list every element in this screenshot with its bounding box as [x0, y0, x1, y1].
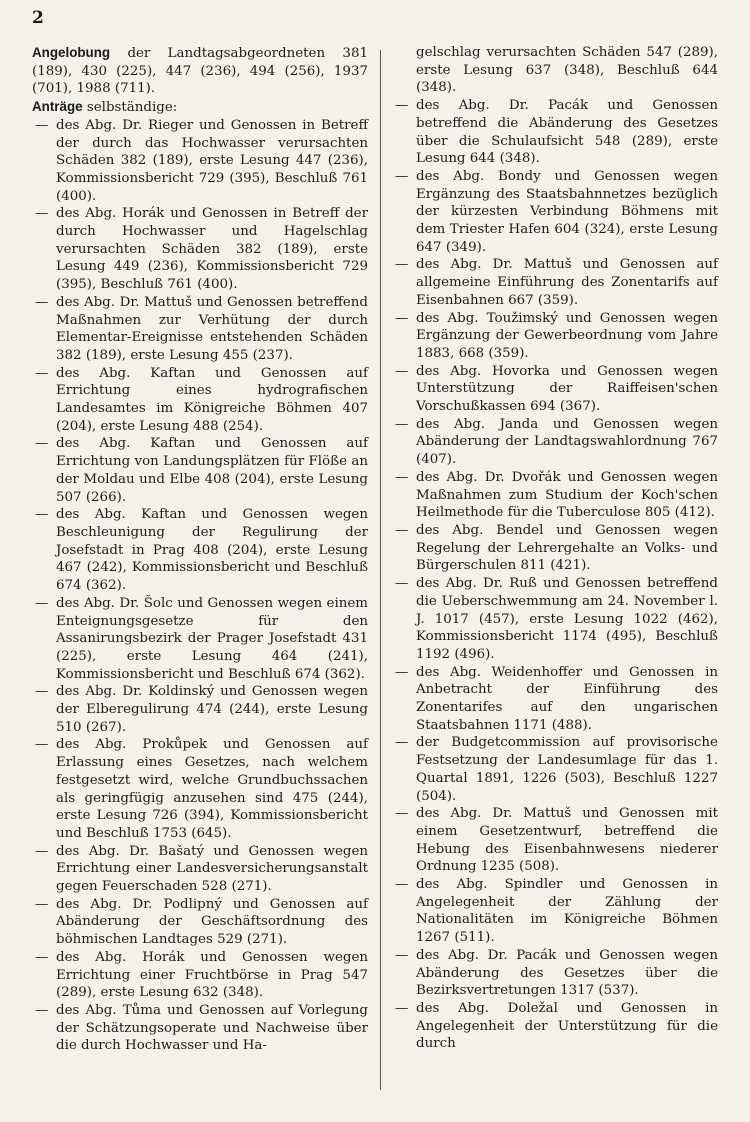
index-entry: — des Abg. Dr. Mattuš und Genossen betreffend Maßnahmen zur Verhütung der durch Elementar-Ereignisse entstehenden Schäden 382 (189), erste Lesung 455 (237). [32, 294, 368, 365]
index-entry: — des Abg. Horák und Genossen wegen Errichtung einer Fruchtbörse in Prag 547 (289), erste Lesung 632 (348). [32, 949, 368, 1002]
index-heading-antraege [32, 98, 368, 117]
column-divider [380, 50, 381, 1090]
index-entry: — des Abg. Kaftan und Genossen wegen Beschleunigung der Regulirung der Josefstadt in Prag 408 (204), erste Lesung 467 (242), Kommissionsbericht und Beschluß 674 (362). [32, 506, 368, 595]
index-entry: — des Abg. Spindler und Genossen in Angelegenheit der Zählung der Nationalitäten im Königreiche Böhmen 1267 (511). [392, 876, 718, 947]
heading-label: Anträge [32, 99, 83, 115]
continued-entry: gelschlag verursachten Schäden 547 (289), erste Lesung 637 (348), Beschluß 644 (348). [416, 45, 718, 96]
index-entry: — der Budgetcommission auf provisorische Festsetzung der Landesumlage für das 1. Quartal 1891, 1226 (503), Beschluß 1227 (504). [392, 734, 718, 805]
index-entry: — des Abg. Hovorka und Genossen wegen Unterstützung der Raiffeisen'schen Vorschußkassen 694 (367). [392, 363, 718, 416]
index-entry: — des Abg. Dr. Podlipný und Genossen auf Abänderung der Geschäftsordnung des böhmischen Landtages 529 (271). [32, 896, 368, 949]
index-entry: — des Abg. Dr. Pacák und Genossen wegen Abänderung des Gesetzes über die Bezirksvertretungen 1317 (537). [392, 947, 718, 1000]
index-entry: — des Abg. Toužimský und Genossen wegen Ergänzung der Gewerbeordnung vom Jahre 1883, 668 (359). [392, 310, 718, 363]
index-entry: — des Abg. Tůma und Genossen auf Vorlegung der Schätzungsoperate und Nachweise über die durch Hochwasser und Ha- [32, 1002, 368, 1055]
index-entry: — des Abg. Dr. Pacák und Genossen betreffend die Abänderung des Gesetzes über die Schulaufsicht 548 (289), erste Lesung 644 (348). [392, 97, 718, 168]
heading-text: selbständige: [86, 100, 178, 116]
index-entry: — des Abg. Dr. Bašatý und Genossen wegen Errichtung einer Landesversicherungsanstalt gegen Feuerschaden 528 (271). [32, 843, 368, 896]
page-number: 2 [32, 8, 44, 28]
index-entry: — des Abg. Prokůpek und Genossen auf Erlassung eines Gesetzes, nach welchem festgesetzt wird, welche Grundbuchssachen als geringfügig anzusehen sind 475 (244), erste Lesung 726 (394), Kommissionsbericht und Beschluß 1753 (645). [32, 736, 368, 842]
index-entry: — des Abg. Dr. Mattuš und Genossen auf allgemeine Einführung des Zonentarifs auf Eisenbahnen 667 (359). [392, 256, 718, 309]
index-entry: — des Abg. Bondy und Genossen wegen Ergänzung des Staatsbahnnetzes bezüglich der kürzesten Verbindung Böhmens mit dem Triester Hafen 604 (324), erste Lesung 647 (349). [392, 168, 718, 257]
index-entry: — des Abg. Doležal und Genossen in Angelegenheit der Unterstützung für die durch [392, 1000, 718, 1053]
index-entry: — des Abg. Dr. Ruß und Genossen betreffend die Ueberschwemmung am 24. November l. J. 1017 (457), erste Lesung 1022 (462), Kommissionsbericht 1174 (495), Beschluß 1192 (496). [392, 575, 718, 664]
index-entry: — des Abg. Dr. Šolc und Genossen wegen einem Enteignungsgesetze für den Assanirungsbezirk der Prager Josefstadt 431 (225), erste Lesung 464 (241), Kommissionsbericht und Beschluß 674 (362). [32, 595, 368, 684]
index-entry: — des Abg. Dr. Dvořák und Genossen wegen Maßnahmen zum Studium der Koch'schen Heilmethode für die Tuberculose 805 (412). [392, 469, 718, 522]
index-entry: — des Abg. Horák und Genossen in Betreff der durch Hochwasser und Hagelschlag verursachten Schäden 382 (189), erste Lesung 449 (236), Kommissionsbericht 729 (395), Beschluß 761 (400). [32, 205, 368, 294]
index-entry: — des Abg. Dr. Koldinský und Genossen wegen der Elberegulirung 474 (244), erste Lesung 510 (267). [32, 683, 368, 736]
left-column [32, 44, 368, 1055]
index-entry: — des Abg. Weidenhoffer und Genossen in Anbetracht der Einführung des Zonentarifes auf den ungarischen Staatsbahnen 1171 (488). [392, 664, 718, 735]
index-entry: — des Abg. Kaftan und Genossen auf Errichtung eines hydrografischen Landesamtes im Königreiche Böhmen 407 (204), erste Lesung 488 (254). [32, 365, 368, 436]
index-entry: — des Abg. Dr. Mattuš und Genossen mit einem Gesetzentwurf, betreffend die Hebung des Eisenbahnwesens niederer Ordnung 1235 (508). [392, 805, 718, 876]
index-entry: — des Abg. Dr. Rieger und Genossen in Betreff der durch das Hochwasser verursachten Schäden 382 (189), erste Lesung 447 (236), Kommissionsbericht 729 (395), Beschluß 761 (400). [32, 117, 368, 206]
index-entry: — des Abg. Kaftan und Genossen auf Errichtung von Landungsplätzen für Flöße an der Moldau und Elbe 408 (204), erste Lesung 507 (266). [32, 435, 368, 506]
index-entry: — des Abg. Janda und Genossen wegen Abänderung der Landtagswahlordnung 767 (407). [392, 416, 718, 469]
index-entry: — des Abg. Bendel und Genossen wegen Regelung der Lehrergehalte an Volks- und Bürgerschulen 811 (421). [392, 522, 718, 575]
index-heading-angelobung [32, 44, 368, 98]
right-column [392, 44, 718, 1053]
heading-label: Angelobung [32, 45, 111, 60]
heading-text: der Landtagsabgeordneten 381 (189), 430 (225), 447 (236), 494 (256), 1937 (701), 1988 (711). [32, 46, 368, 97]
